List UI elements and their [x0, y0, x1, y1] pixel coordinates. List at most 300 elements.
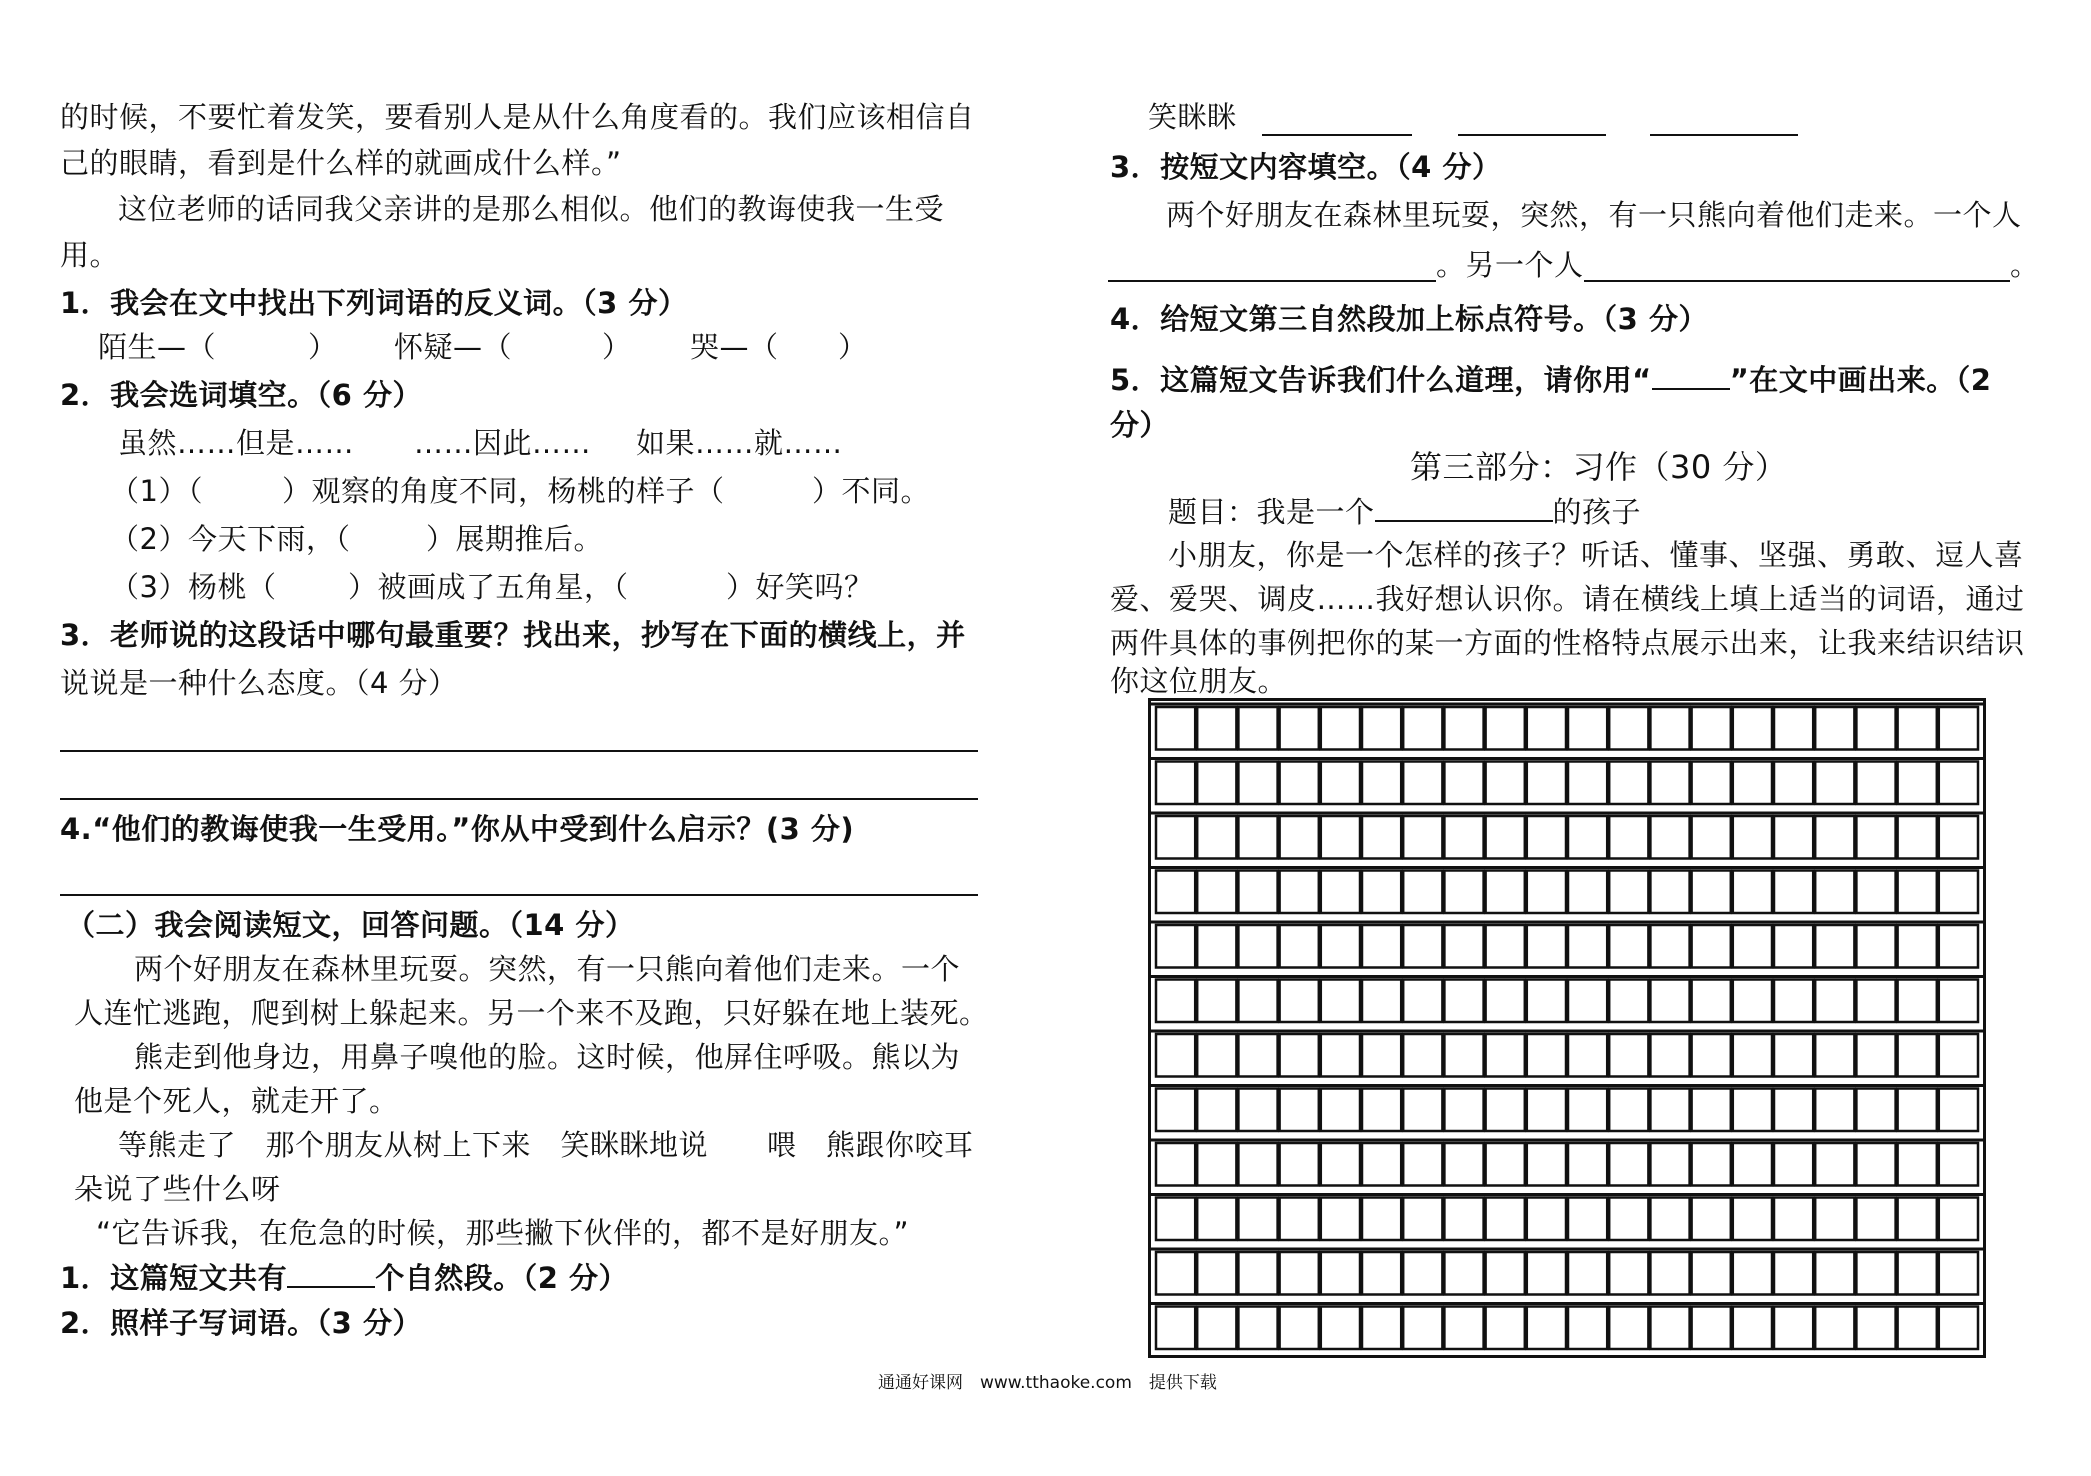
question-3: 3．老师说的这段话中哪句最重要？找出来，抄写在下面的横线上，并: [60, 618, 966, 652]
story-line: “它告诉我，在危急的时候，那些撇下伙伴的，都不是好朋友。”: [96, 1216, 910, 1250]
grid-cell: [1486, 816, 1525, 859]
grid-cell: [1444, 1307, 1483, 1350]
grid-cell: [1197, 762, 1236, 805]
grid-cell: [1527, 1198, 1566, 1241]
grid-cell: [1362, 1089, 1401, 1132]
grid-cell: [1362, 1198, 1401, 1241]
grid-cell: [1650, 762, 1689, 805]
grid-cell: [1156, 1143, 1195, 1186]
grid-cell: [1609, 1034, 1648, 1077]
grid-cell: [1774, 1034, 1813, 1077]
grid-cell: [1486, 1089, 1525, 1132]
answer-line: [60, 798, 978, 800]
grid-cell: [1444, 1143, 1483, 1186]
grid-cell: [1527, 1089, 1566, 1132]
essay-prompt: 你这位朋友。: [1110, 664, 1288, 698]
grid-cell: [1403, 707, 1442, 750]
example-word: 笑眯眯: [1148, 100, 1237, 134]
grid-cell: [1650, 1252, 1689, 1295]
grid-cell: [1692, 1089, 1731, 1132]
grid-cell: [1238, 871, 1277, 914]
reading-question-4: 4．给短文第三自然段加上标点符号。（3 分）: [1110, 302, 1708, 336]
reading-question-5-cont: 分）: [1110, 408, 1170, 442]
grid-cell: [1486, 1198, 1525, 1241]
grid-cell: [1856, 1307, 1895, 1350]
grid-cell: [1238, 1307, 1277, 1350]
grid-cell: [1774, 1198, 1813, 1241]
q1-item: 陌生—（: [98, 330, 217, 364]
grid-cell: [1692, 1252, 1731, 1295]
writing-grid[interactable]: [1148, 698, 1986, 1358]
grid-cell: [1815, 1198, 1854, 1241]
grid-cell: [1733, 980, 1772, 1023]
grid-cell: [1527, 925, 1566, 968]
grid-cell: [1568, 816, 1607, 859]
essay-topic: [1168, 494, 1641, 529]
grid-cell: [1609, 1307, 1648, 1350]
grid-cell: [1238, 1089, 1277, 1132]
grid-cell: [1280, 1089, 1319, 1132]
grid-cell: [1856, 1034, 1895, 1077]
grid-cell: [1321, 871, 1360, 914]
grid-cell: [1444, 1198, 1483, 1241]
grid-cell: [1362, 871, 1401, 914]
grid-cell: [1238, 707, 1277, 750]
example-blank[interactable]: [1262, 134, 1412, 136]
grid-cell: [1197, 1252, 1236, 1295]
passage-line: 这位老师的话同我父亲讲的是那么相似。他们的教诲使我一生受: [118, 192, 945, 226]
grid-cell: [1197, 1198, 1236, 1241]
grid-cell: [1321, 1198, 1360, 1241]
writing-grid-cells[interactable]: [1151, 701, 1983, 1355]
grid-cell: [1156, 925, 1195, 968]
grid-cell: [1403, 871, 1442, 914]
grid-cell: [1527, 816, 1566, 859]
grid-cell: [1527, 871, 1566, 914]
rq3-blank-1[interactable]: [1108, 280, 1436, 282]
story-line: 熊走到他身边，用鼻子嗅他的脸。这时候，他屏住呼吸。熊以为: [134, 1040, 961, 1074]
grid-cell: [1444, 1034, 1483, 1077]
grid-cell: [1156, 1307, 1195, 1350]
grid-cell: [1856, 871, 1895, 914]
grid-cell: [1321, 925, 1360, 968]
q2-sentence-3: （3）杨桃（: [110, 570, 277, 604]
grid-cell: [1856, 1143, 1895, 1186]
grid-cell: [1486, 1034, 1525, 1077]
grid-cell: [1486, 980, 1525, 1023]
grid-cell: [1939, 925, 1978, 968]
grid-cell: [1280, 1198, 1319, 1241]
grid-cell: [1856, 816, 1895, 859]
grid-cell: [1774, 762, 1813, 805]
grid-cell: [1939, 762, 1978, 805]
grid-cell: [1280, 762, 1319, 805]
grid-cell: [1815, 816, 1854, 859]
grid-cell: [1197, 980, 1236, 1023]
grid-cell: [1774, 1307, 1813, 1350]
grid-cell: [1692, 816, 1731, 859]
grid-cell: [1444, 707, 1483, 750]
grid-cell: [1362, 707, 1401, 750]
grid-cell: [1650, 1143, 1689, 1186]
grid-cell: [1650, 1307, 1689, 1350]
grid-cell: [1156, 1034, 1195, 1077]
rq5-text-end: ”在文中画出来。（2: [1729, 363, 1992, 397]
grid-cell: [1815, 707, 1854, 750]
grid-cell: [1527, 1034, 1566, 1077]
essay-prompt: 小朋友，你是一个怎样的孩子？听话、懂事、坚强、勇敢、逗人喜: [1168, 538, 2024, 572]
grid-cell: [1486, 1143, 1525, 1186]
grid-cell: [1609, 1252, 1648, 1295]
grid-cell: [1197, 816, 1236, 859]
grid-cell: [1321, 816, 1360, 859]
grid-cell: [1774, 707, 1813, 750]
question-1: 1．我会在文中找出下列词语的反义词。（3 分）: [60, 286, 688, 320]
grid-cell: [1486, 1252, 1525, 1295]
grid-cell: [1444, 980, 1483, 1023]
grid-cell: [1280, 1034, 1319, 1077]
grid-cell: [1692, 925, 1731, 968]
q1-item: 哭—（: [690, 330, 779, 364]
grid-cell: [1156, 707, 1195, 750]
grid-cell: [1692, 1143, 1731, 1186]
grid-cell: [1444, 871, 1483, 914]
grid-cell: [1692, 707, 1731, 750]
grid-cell: [1692, 871, 1731, 914]
footer-credit: 通通好课网 www.tthaoke.com 提供下载: [878, 1373, 1217, 1393]
grid-cell: [1609, 980, 1648, 1023]
grid-cell: [1280, 816, 1319, 859]
grid-cell: [1156, 762, 1195, 805]
grid-cell: [1238, 816, 1277, 859]
grid-cell: [1280, 1143, 1319, 1186]
grid-cell: [1898, 925, 1937, 968]
grid-cell: [1362, 1034, 1401, 1077]
essay-prompt: 爱、爱哭、调皮……我好想认识你。请在横线上填上适当的词语，通过: [1110, 582, 2025, 616]
story-line: 朵说了些什么呀: [74, 1172, 281, 1206]
grid-cell: [1362, 980, 1401, 1023]
grid-cell: [1939, 1034, 1978, 1077]
q1-item: ）: [602, 330, 632, 364]
grid-cell: [1280, 925, 1319, 968]
example-blank[interactable]: [1458, 134, 1606, 136]
q2-sentence-3: ）好笑吗？: [726, 570, 874, 604]
grid-cell: [1856, 707, 1895, 750]
grid-cell: [1939, 816, 1978, 859]
reading-question-5: [1110, 362, 1992, 397]
grid-cell: [1238, 1034, 1277, 1077]
grid-cell: [1815, 1034, 1854, 1077]
grid-cell: [1650, 707, 1689, 750]
grid-cell: [1444, 1252, 1483, 1295]
grid-cell: [1321, 707, 1360, 750]
grid-cell: [1650, 980, 1689, 1023]
grid-cell: [1856, 1252, 1895, 1295]
q2-sentence-3: ）被画成了五角星，（: [348, 570, 629, 604]
grid-cell: [1733, 1307, 1772, 1350]
grid-cell: [1939, 1089, 1978, 1132]
grid-cell: [1650, 925, 1689, 968]
q2-option: ……因此……: [414, 426, 592, 460]
grid-cell: [1609, 1143, 1648, 1186]
grid-cell: [1362, 762, 1401, 805]
question-3-cont: 说说是一种什么态度。（4 分）: [60, 666, 458, 700]
grid-cell: [1898, 1307, 1937, 1350]
section-2-heading: （二）我会阅读短文，回答问题。（14 分）: [66, 908, 635, 942]
grid-cell: [1898, 871, 1937, 914]
grid-cell: [1568, 1198, 1607, 1241]
grid-cell: [1486, 925, 1525, 968]
passage-line: 的时候，不要忙着发笑，要看别人是从什么角度看的。我们应该相信自: [60, 100, 975, 134]
q2-option: 如果……就……: [636, 426, 843, 460]
q1-item: 怀疑—（: [394, 330, 513, 364]
grid-cell: [1856, 980, 1895, 1023]
question-2: 2．我会选词填空。（6 分）: [60, 378, 422, 412]
rq1-text-end: 个自然段。（2 分）: [375, 1261, 628, 1295]
grid-cell: [1650, 1034, 1689, 1077]
grid-cell: [1609, 707, 1648, 750]
grid-cell: [1197, 1143, 1236, 1186]
q2-sentence-2: ）展期推后。: [426, 522, 604, 556]
rq3-mid: 。另一个人: [1436, 248, 1584, 282]
q2-sentence-1: ）不同。: [812, 474, 931, 508]
reading-question-1: [60, 1260, 628, 1295]
grid-cell: [1898, 762, 1937, 805]
grid-cell: [1733, 1143, 1772, 1186]
grid-cell: [1527, 762, 1566, 805]
grid-cell: [1568, 871, 1607, 914]
grid-cell: [1733, 925, 1772, 968]
grid-cell: [1156, 1089, 1195, 1132]
grid-cell: [1527, 1307, 1566, 1350]
passage-line: 己的眼睛，看到是什么样的就画成什么样。”: [60, 146, 622, 180]
grid-cell: [1609, 762, 1648, 805]
grid-cell: [1403, 762, 1442, 805]
grid-cell: [1280, 871, 1319, 914]
grid-cell: [1650, 1089, 1689, 1132]
grid-cell: [1238, 925, 1277, 968]
rq3-text: 两个好朋友在森林里玩耍，突然，有一只熊向着他们走来。一个人: [1166, 198, 2022, 232]
story-line: 两个好朋友在森林里玩耍。突然，有一只熊向着他们走来。一个: [134, 952, 961, 986]
grid-cell: [1321, 980, 1360, 1023]
grid-cell: [1486, 871, 1525, 914]
grid-cell: [1774, 1143, 1813, 1186]
grid-cell: [1527, 1143, 1566, 1186]
grid-cell: [1238, 1252, 1277, 1295]
q2-sentence-1: （1）（: [110, 474, 203, 508]
rq1-blank[interactable]: [287, 1260, 375, 1288]
grid-cell: [1939, 1198, 1978, 1241]
grid-cell: [1733, 707, 1772, 750]
grid-cell: [1692, 762, 1731, 805]
grid-cell: [1403, 1034, 1442, 1077]
grid-cell: [1238, 1143, 1277, 1186]
grid-cell: [1362, 1143, 1401, 1186]
topic-text-end: 的孩子: [1552, 495, 1642, 529]
grid-cell: [1156, 980, 1195, 1023]
grid-cell: [1898, 707, 1937, 750]
grid-cell: [1815, 980, 1854, 1023]
grid-cell: [1444, 816, 1483, 859]
grid-cell: [1238, 980, 1277, 1023]
grid-cell: [1527, 980, 1566, 1023]
grid-cell: [1733, 762, 1772, 805]
grid-cell: [1815, 1089, 1854, 1132]
grid-cell: [1444, 1089, 1483, 1132]
grid-cell: [1733, 816, 1772, 859]
grid-cell: [1403, 1089, 1442, 1132]
grid-cell: [1280, 1252, 1319, 1295]
rq1-text: 1．这篇短文共有: [60, 1261, 288, 1295]
story-line: 他是个死人，就走开了。: [74, 1084, 399, 1118]
grid-cell: [1362, 925, 1401, 968]
grid-cell: [1733, 1089, 1772, 1132]
grid-cell: [1898, 980, 1937, 1023]
grid-cell: [1486, 1307, 1525, 1350]
grid-cell: [1197, 1089, 1236, 1132]
grid-cell: [1403, 1143, 1442, 1186]
grid-cell: [1568, 1143, 1607, 1186]
grid-cell: [1856, 1089, 1895, 1132]
rq3-end: 。: [2010, 248, 2040, 282]
grid-cell: [1692, 980, 1731, 1023]
grid-cell: [1197, 925, 1236, 968]
grid-cell: [1280, 707, 1319, 750]
grid-cell: [1486, 762, 1525, 805]
rq5-blank[interactable]: [1652, 362, 1730, 390]
q2-option: 虽然……但是……: [118, 426, 355, 460]
grid-cell: [1486, 707, 1525, 750]
grid-cell: [1238, 762, 1277, 805]
grid-cell: [1939, 1307, 1978, 1350]
grid-cell: [1815, 1307, 1854, 1350]
grid-cell: [1156, 871, 1195, 914]
grid-cell: [1568, 1307, 1607, 1350]
q1-item: ）: [308, 330, 338, 364]
grid-cell: [1856, 925, 1895, 968]
topic-blank[interactable]: [1375, 494, 1553, 522]
grid-cell: [1733, 1252, 1772, 1295]
grid-cell: [1568, 1089, 1607, 1132]
grid-cell: [1774, 1089, 1813, 1132]
grid-cell: [1939, 980, 1978, 1023]
q2-sentence-1: ）观察的角度不同，杨桃的样子（: [282, 474, 725, 508]
grid-cell: [1568, 1034, 1607, 1077]
topic-text: 题目：我是一个: [1168, 495, 1375, 529]
essay-prompt: 两件具体的事例把你的某一方面的性格特点展示出来，让我来结识结识: [1110, 626, 2025, 660]
grid-cell: [1774, 925, 1813, 968]
grid-cell: [1609, 1089, 1648, 1132]
grid-cell: [1568, 707, 1607, 750]
grid-cell: [1898, 1198, 1937, 1241]
grid-cell: [1815, 762, 1854, 805]
grid-cell: [1733, 1198, 1772, 1241]
grid-cell: [1692, 1034, 1731, 1077]
grid-cell: [1898, 1089, 1937, 1132]
answer-line: [60, 750, 978, 752]
grid-cell: [1609, 925, 1648, 968]
grid-cell: [1815, 871, 1854, 914]
example-blank[interactable]: [1650, 134, 1798, 136]
q1-item: ）: [838, 330, 868, 364]
grid-cell: [1898, 816, 1937, 859]
grid-cell: [1650, 871, 1689, 914]
grid-cell: [1774, 816, 1813, 859]
story-line: 人连忙逃跑，爬到树上躲起来。另一个来不及跑，只好躲在地上装死。: [74, 996, 989, 1030]
grid-cell: [1444, 925, 1483, 968]
part-3-heading: 第三部分：习作（30 分）: [1410, 448, 1788, 486]
grid-cell: [1939, 1143, 1978, 1186]
grid-cell: [1321, 762, 1360, 805]
grid-cell: [1280, 980, 1319, 1023]
answer-line: [60, 894, 978, 896]
rq3-blank-2[interactable]: [1584, 280, 2010, 282]
grid-cell: [1197, 707, 1236, 750]
grid-cell: [1609, 871, 1648, 914]
grid-cell: [1156, 1198, 1195, 1241]
grid-cell: [1527, 707, 1566, 750]
grid-cell: [1733, 871, 1772, 914]
grid-cell: [1321, 1034, 1360, 1077]
grid-cell: [1403, 1307, 1442, 1350]
grid-cell: [1568, 925, 1607, 968]
grid-cell: [1197, 871, 1236, 914]
grid-cell: [1444, 762, 1483, 805]
grid-cell: [1568, 1252, 1607, 1295]
grid-cell: [1733, 1034, 1772, 1077]
grid-cell: [1156, 816, 1195, 859]
grid-cell: [1856, 762, 1895, 805]
grid-cell: [1362, 816, 1401, 859]
rq5-text: 5．这篇短文告诉我们什么道理，请你用“: [1110, 363, 1652, 397]
grid-cell: [1403, 1252, 1442, 1295]
grid-cell: [1609, 1198, 1648, 1241]
grid-cell: [1321, 1089, 1360, 1132]
grid-cell: [1238, 1198, 1277, 1241]
grid-cell: [1403, 925, 1442, 968]
story-line: 等熊走了 那个朋友从树上下来 笑眯眯地说 喂 熊跟你咬耳: [118, 1128, 974, 1162]
grid-cell: [1321, 1307, 1360, 1350]
grid-cell: [1774, 980, 1813, 1023]
grid-cell: [1692, 1198, 1731, 1241]
grid-cell: [1898, 1034, 1937, 1077]
grid-cell: [1156, 1252, 1195, 1295]
grid-cell: [1362, 1307, 1401, 1350]
grid-cell: [1403, 1198, 1442, 1241]
grid-cell: [1898, 1252, 1937, 1295]
grid-cell: [1692, 1307, 1731, 1350]
question-4: 4.“他们的教诲使我一生受用。”你从中受到什么启示？(3 分): [60, 812, 855, 846]
q2-sentence-2: （2）今天下雨，（: [110, 522, 351, 556]
grid-cell: [1815, 1143, 1854, 1186]
grid-cell: [1197, 1034, 1236, 1077]
grid-cell: [1815, 1252, 1854, 1295]
grid-cell: [1568, 980, 1607, 1023]
reading-question-2: 2．照样子写词语。（3 分）: [60, 1306, 422, 1340]
grid-cell: [1403, 816, 1442, 859]
grid-cell: [1650, 1198, 1689, 1241]
grid-cell: [1939, 871, 1978, 914]
grid-cell: [1774, 1252, 1813, 1295]
reading-question-3: 3．按短文内容填空。（4 分）: [1110, 150, 1502, 184]
grid-cell: [1362, 1252, 1401, 1295]
grid-cell: [1527, 1252, 1566, 1295]
grid-cell: [1774, 871, 1813, 914]
grid-cell: [1197, 1307, 1236, 1350]
passage-line: 用。: [60, 238, 120, 272]
grid-cell: [1321, 1143, 1360, 1186]
grid-cell: [1568, 762, 1607, 805]
